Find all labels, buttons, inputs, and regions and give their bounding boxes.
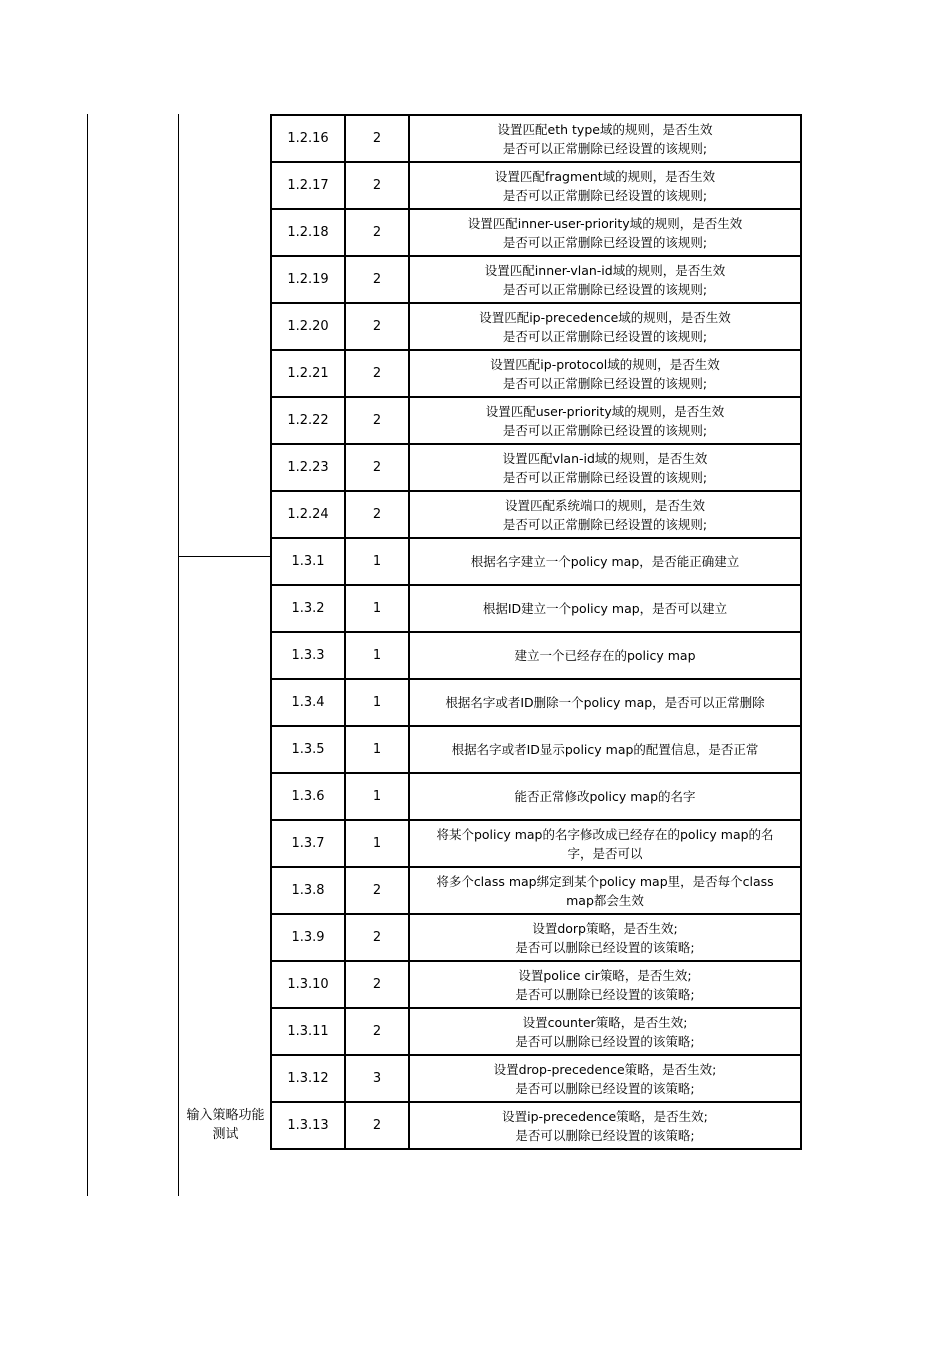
priority-level-cell: 2 (345, 961, 409, 1008)
description-line2: 是否可以正常删除已经设置的该规则; (502, 469, 708, 485)
test-description-cell (409, 585, 801, 632)
description-line1: 根据名字建立一个policy map，是否能正确建立 (470, 554, 740, 569)
description-line1: 设置匹配user-priority域的规则，是否生效 (485, 403, 725, 419)
table-row (271, 585, 801, 632)
test-description-cell (409, 1008, 801, 1055)
description-line2: 是否可以删除已经设置的该策略; (515, 939, 695, 955)
test-id-cell: 1.2.19 (271, 256, 345, 303)
test-id-cell: 1.3.12 (271, 1055, 345, 1102)
test-description-cell (409, 1102, 801, 1149)
priority-level-cell: 2 (345, 1008, 409, 1055)
test-id-cell: 1.3.8 (271, 867, 345, 914)
test-id-cell: 1.2.16 (271, 115, 345, 162)
test-id-cell: 1.3.13 (271, 1102, 345, 1149)
table-row (271, 397, 801, 444)
description-line1: 设置匹配fragment域的规则，是否生效 (494, 168, 716, 184)
description-line1: 根据名字或者ID显示policy map的配置信息，是否正常 (451, 742, 759, 757)
priority-level-cell: 2 (345, 209, 409, 256)
table-row (271, 209, 801, 256)
table-row (271, 867, 801, 914)
description-line1: 设置匹配vlan-id域的规则，是否生效 (502, 450, 708, 466)
description-line2: 字，是否可以 (567, 845, 643, 861)
test-description-cell (409, 303, 801, 350)
table-row (271, 773, 801, 820)
priority-level-cell: 1 (345, 773, 409, 820)
description-line1: 将某个policy map的名字修改成已经存在的policy map的名 (436, 826, 774, 842)
test-description-cell (409, 538, 801, 585)
priority-level-cell: 2 (345, 867, 409, 914)
description-line1: 根据名字或者ID删除一个policy map，是否可以正常删除 (445, 695, 765, 710)
description-line1: 设置匹配ip-precedence域的规则，是否生效 (479, 309, 731, 325)
table-row (271, 115, 801, 162)
description-line1: 设置police cir策略，是否生效; (518, 967, 692, 983)
priority-level-cell: 2 (345, 1102, 409, 1149)
category-divider (178, 556, 271, 557)
description-line2: 是否可以正常删除已经设置的该规则; (502, 187, 708, 203)
test-description-cell (409, 726, 801, 773)
test-id-cell: 1.3.1 (271, 538, 345, 585)
test-description-cell (409, 1055, 801, 1102)
table-row (271, 256, 801, 303)
description-line2: 是否可以删除已经设置的该策略; (515, 1127, 695, 1143)
priority-level-cell: 1 (345, 538, 409, 585)
test-description-cell (409, 867, 801, 914)
table-row (271, 303, 801, 350)
test-id-cell: 1.2.21 (271, 350, 345, 397)
description-line1: 设置dorp策略，是否生效; (532, 920, 678, 936)
description-line1: 设置匹配inner-user-priority域的规则，是否生效 (467, 215, 743, 231)
table-row (271, 632, 801, 679)
priority-level-cell: 1 (345, 726, 409, 773)
description-line2: 是否可以正常删除已经设置的该规则; (502, 281, 708, 297)
test-description-cell (409, 961, 801, 1008)
priority-level-cell: 2 (345, 444, 409, 491)
outer-left-border (87, 114, 88, 1196)
description-line2: 是否可以删除已经设置的该策略; (515, 1033, 695, 1049)
table-row (271, 444, 801, 491)
priority-level-cell: 2 (345, 350, 409, 397)
priority-level-cell: 2 (345, 256, 409, 303)
description-line1: 将多个class map绑定到某个policy map里，是否每个class (436, 873, 774, 889)
description-line1: 设置匹配eth type域的规则，是否生效 (497, 121, 713, 137)
description-line1: 设置匹配系统端口的规则，是否生效 (504, 497, 705, 513)
description-line2: 是否可以正常删除已经设置的该规则; (502, 516, 708, 532)
test-description-cell (409, 350, 801, 397)
test-description-cell (409, 397, 801, 444)
test-id-cell: 1.2.23 (271, 444, 345, 491)
description-line2: 是否可以正常删除已经设置的该规则; (502, 375, 708, 391)
table-row (271, 726, 801, 773)
test-id-cell: 1.2.24 (271, 491, 345, 538)
test-description-cell (409, 820, 801, 867)
description-line1: 设置drop-precedence策略，是否生效; (493, 1061, 717, 1077)
category-label-line1: 输入策略功能 (186, 1108, 265, 1123)
test-id-cell: 1.2.22 (271, 397, 345, 444)
test-id-cell: 1.2.20 (271, 303, 345, 350)
test-id-cell: 1.3.10 (271, 961, 345, 1008)
description-line1: 设置ip-precedence策略，是否生效; (502, 1108, 708, 1124)
test-description-cell (409, 256, 801, 303)
priority-level-cell: 2 (345, 397, 409, 444)
description-line1: 设置匹配inner-vlan-id域的规则，是否生效 (484, 262, 726, 278)
priority-level-cell: 2 (345, 914, 409, 961)
priority-level-cell: 1 (345, 632, 409, 679)
test-case-table (270, 114, 802, 1150)
table-row (271, 1055, 801, 1102)
test-description-cell (409, 914, 801, 961)
description-line2: 是否可以删除已经设置的该策略; (515, 986, 695, 1002)
test-id-cell: 1.3.11 (271, 1008, 345, 1055)
description-line1: 设置counter策略，是否生效; (522, 1014, 688, 1030)
priority-level-cell: 2 (345, 491, 409, 538)
priority-level-cell: 2 (345, 115, 409, 162)
priority-level-cell: 1 (345, 820, 409, 867)
test-id-cell: 1.2.17 (271, 162, 345, 209)
test-description-cell (409, 115, 801, 162)
table-row (271, 1008, 801, 1055)
test-id-cell: 1.3.7 (271, 820, 345, 867)
test-id-cell: 1.3.5 (271, 726, 345, 773)
description-line2: 是否可以正常删除已经设置的该规则; (502, 422, 708, 438)
test-id-cell: 1.3.6 (271, 773, 345, 820)
test-description-cell (409, 444, 801, 491)
table-row (271, 350, 801, 397)
description-line2: 是否可以删除已经设置的该策略; (515, 1080, 695, 1096)
table-row (271, 679, 801, 726)
category-label (180, 1106, 271, 1144)
test-description-cell (409, 162, 801, 209)
test-description-cell (409, 773, 801, 820)
priority-level-cell: 1 (345, 679, 409, 726)
description-line2: map都会生效 (566, 892, 644, 908)
table-row (271, 538, 801, 585)
priority-level-cell: 1 (345, 585, 409, 632)
description-line1: 根据ID建立一个policy map，是否可以建立 (482, 601, 728, 616)
test-description-cell (409, 679, 801, 726)
table-row (271, 1102, 801, 1149)
table-row (271, 961, 801, 1008)
test-description-cell (409, 209, 801, 256)
description-line2: 是否可以正常删除已经设置的该规则; (502, 328, 708, 344)
description-line1: 建立一个已经存在的policy map (514, 648, 696, 663)
test-id-cell: 1.3.4 (271, 679, 345, 726)
category-label-line2: 测试 (212, 1127, 239, 1142)
table-row (271, 820, 801, 867)
category-column-border (178, 114, 179, 1196)
test-id-cell: 1.3.2 (271, 585, 345, 632)
test-id-cell: 1.3.9 (271, 914, 345, 961)
test-description-cell (409, 491, 801, 538)
priority-level-cell: 2 (345, 162, 409, 209)
table-row (271, 914, 801, 961)
description-line2: 是否可以正常删除已经设置的该规则; (502, 234, 708, 250)
table-row (271, 491, 801, 538)
table-row (271, 162, 801, 209)
description-line2: 是否可以正常删除已经设置的该规则; (502, 140, 708, 156)
description-line1: 能否正常修改policy map的名字 (514, 789, 696, 804)
priority-level-cell: 2 (345, 303, 409, 350)
description-line1: 设置匹配ip-protocol域的规则，是否生效 (490, 356, 720, 372)
priority-level-cell: 3 (345, 1055, 409, 1102)
test-description-cell (409, 632, 801, 679)
test-id-cell: 1.2.18 (271, 209, 345, 256)
test-id-cell: 1.3.3 (271, 632, 345, 679)
